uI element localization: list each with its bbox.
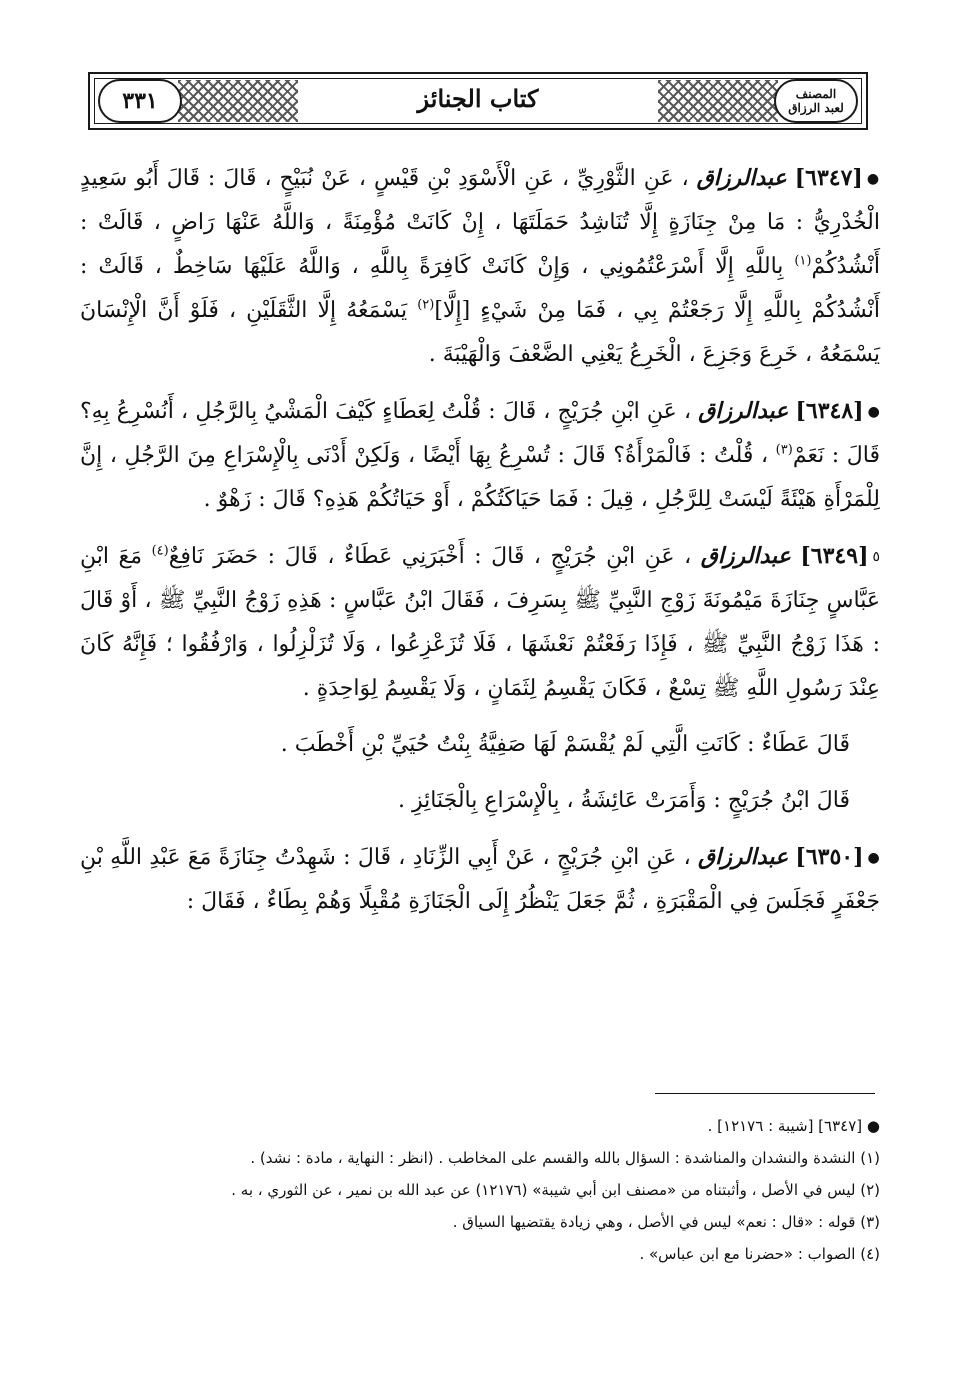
bullet-marker: ●: [867, 404, 880, 420]
hadith-number: [٦٣٤٨]: [795, 398, 864, 424]
author-name: عبدالرزاق: [698, 844, 789, 870]
book-title: كتاب الجنائز: [417, 84, 539, 113]
book-logo: [788, 87, 844, 115]
footnote-2: (٢) ليس في الأصل ، وأثبتناه من «مصنف ابن أبي شيبة» (١٢١٧٦) عن عبد الله بن نمير ، عن الثوري ، به .: [231, 1181, 880, 1199]
ornament-right: [658, 80, 778, 122]
hadith-number: [٦٣٤٩]: [800, 543, 869, 569]
hadith-number: [٦٣٥٠]: [795, 844, 864, 870]
logo-line-2: لعبد الرزاق: [788, 101, 844, 115]
hadith-text: بِاللَّهِ إِلَّا أَسْرَعْتُمُونِي ، وَإِنْ كَانَتْ كَافِرَةً بِاللَّهِ ، وَاللَّهُ عَلَيْهَا سَاخِطٌ ، قَالَتْ : أَنْشُدُكُمْ بِاللَّهِ إِلَّا رَجَعْتُمْ بِي ، فَمَا مِنْ شَيْءٍ [إِلَّا]: [80, 254, 880, 323]
paragraph-text: قَالَ عَطَاءٌ : كَانَتِ الَّتِي لَمْ يُقْسَمْ لَهَا صَفِيَّةُ بِنْتُ حُيَيِّ بْنِ أَخْطَبَ .: [280, 732, 850, 757]
paragraph-text: قَالَ ابْنُ جُرَيْجٍ : وَأَمَرَتْ عَائِشَةُ ، بِالْإِسْرَاعِ بِالْجَنَائِزِ .: [398, 788, 850, 813]
hadith-6349: [80, 534, 880, 711]
footnote-ref[interactable]: (٣): [775, 442, 793, 458]
ibn-jurayj-statement: [80, 779, 880, 823]
hadith-text: ، قُلْتُ : فَالْمَرْأَةُ؟ قَالَ : تُسْرِعُ بِهَا أَيْضًا ، وَلَكِنْ أَدْنَى بِالْإِسْرَاعِ مِنَ الرَّجُلِ ، إِنَّ لِلْمَرْأَةِ هَيْئَةً لَيْسَتْ لِلرَّجُلِ ، قِيلَ : فَمَا حَيَاكَتُكُمْ ، أَوْ حَيَاتُكُمْ هَذِهِ؟ قَالَ : زَهْوٌ .: [80, 443, 880, 512]
footnotes: [80, 1110, 880, 1270]
hadith-text: ، عَنِ الثَّوْرِيِّ ، عَنِ الْأَسْوَدِ بْنِ قَيْسٍ ، عَنْ نُبَيْحٍ ، قَالَ : قَالَ أَبُو سَعِيدٍ الْخُدْرِيُّ : مَا مِنْ جِنَازَةٍ إِلَّا تُنَاشِدُ حَمَلَتَهَا ، إِنْ كَانَتْ مُؤْمِنَةً ، وَاللَّهُ عَنْهَا رَاضٍ ، قَالَتْ : أَنْشُدُكُمْ: [80, 166, 880, 279]
hadith-text: مَعَ ابْنِ عَبَّاسٍ جِنَازَةَ مَيْمُونَةَ زَوْجِ النَّبِيِّ ﷺ بِسَرِفَ ، فَقَالَ ابْنُ عَبَّاسٍ : هَذِهِ زَوْجُ النَّبِيِّ ﷺ ، أَوْ قَالَ : هَذَا زَوْجُ النَّبِيِّ ﷺ ، فَإِذَا رَفَعْتُمْ نَعْشَهَا ، فَلَا تُزَعْزِعُوا ، وَلَا تُزَلْزِلُوا ، وَارْفُقُوا ؛ فَإِنَّهُ كَانَ عِنْدَ رَسُولِ اللَّهِ ﷺ تِسْعٌ ، فَكَانَ يَقْسِمُ لِثَمَانٍ ، وَلَا يَقْسِمُ لِوَاحِدَةٍ .: [80, 544, 880, 701]
bullet-marker: ●: [866, 171, 880, 187]
footnote-1: (١) النشدة والنشدان والمناشدة : السؤال بالله والقسم على المخاطب . (انظر : النهاية ، مادة : نشد) .: [250, 1149, 880, 1167]
footnote-ref[interactable]: (٤): [151, 543, 169, 559]
footnote-source: ● [٦٣٤٧] [شيبة : ١٢١٧٦] .: [707, 1117, 880, 1135]
main-text: [80, 156, 880, 936]
footnote-4: (٤) الصواب : «حضرنا مع ابن عباس» .: [639, 1245, 880, 1263]
bullet-marker: ●: [867, 850, 880, 866]
page-number-cartouche: [98, 79, 182, 123]
footnote-ref[interactable]: (٢): [417, 297, 435, 313]
author-name: عبدالرزاق: [700, 543, 791, 569]
hadith-6348: [80, 389, 880, 522]
page-number: ٣٣١: [122, 88, 158, 114]
hadith-6347: [80, 156, 880, 377]
hadith-text: ، عَنِ ابْنِ جُرَيْجٍ ، قَالَ : أَخْبَرَنِي عَطَاءٌ ، قَالَ : حَضَرَ نَافِعٌ: [168, 544, 692, 569]
footnote-separator: [655, 1093, 875, 1094]
ata-statement: [80, 723, 880, 767]
hadith-6350: [80, 835, 880, 924]
logo-line-1: المصنف: [795, 87, 837, 101]
hadith-text: يَسْمَعُهُ إِلَّا الثَّقَلَيْنِ ، فَلَوْ أَنَّ الْإِنْسَانَ يَسْمَعُهُ ، خَرِعَ وَجَزِعَ ، الْخَرِعُ يَعْنِي الضَّعْفَ وَالْهَيْبَةَ .: [80, 298, 880, 367]
logo-cartouche: [774, 79, 858, 123]
hadith-text: ، عَنِ ابْنِ جُرَيْجٍ ، قَالَ : قُلْتُ لِعَطَاءٍ كَيْفَ الْمَشْيُ بِالرَّجُلِ ، أَنُسْرِعُ بِهِ؟ قَالَ : نَعَمْ: [80, 399, 880, 468]
hadith-text: ، عَنِ ابْنِ جُرَيْجٍ ، عَنْ أَبِي الزِّنَادِ ، قَالَ : شَهِدْتُ جِنَازَةً مَعَ عَبْدِ اللَّهِ بْنِ جَعْفَرٍ فَجَلَسَ فِي الْمَقْبَرَةِ ، ثُمَّ جَعَلَ يَنْظُرُ إِلَى الْجَنَازَةِ مُقْبِلًا وَهُمْ بِطَاءٌ ، فَقَالَ :: [80, 845, 880, 914]
author-name: عبدالرزاق: [696, 165, 787, 191]
page-header: [88, 72, 868, 130]
footnote-3: (٣) قوله : «قال : نعم» ليس في الأصل ، وهي زيادة يقتضيها السياق .: [452, 1213, 880, 1231]
hadith-number: [٦٣٤٧]: [794, 165, 863, 191]
footnote-ref[interactable]: (١): [794, 253, 812, 269]
circle-marker: ٥: [872, 549, 881, 565]
author-name: عبدالرزاق: [698, 398, 789, 424]
ornament-left: [178, 80, 298, 122]
